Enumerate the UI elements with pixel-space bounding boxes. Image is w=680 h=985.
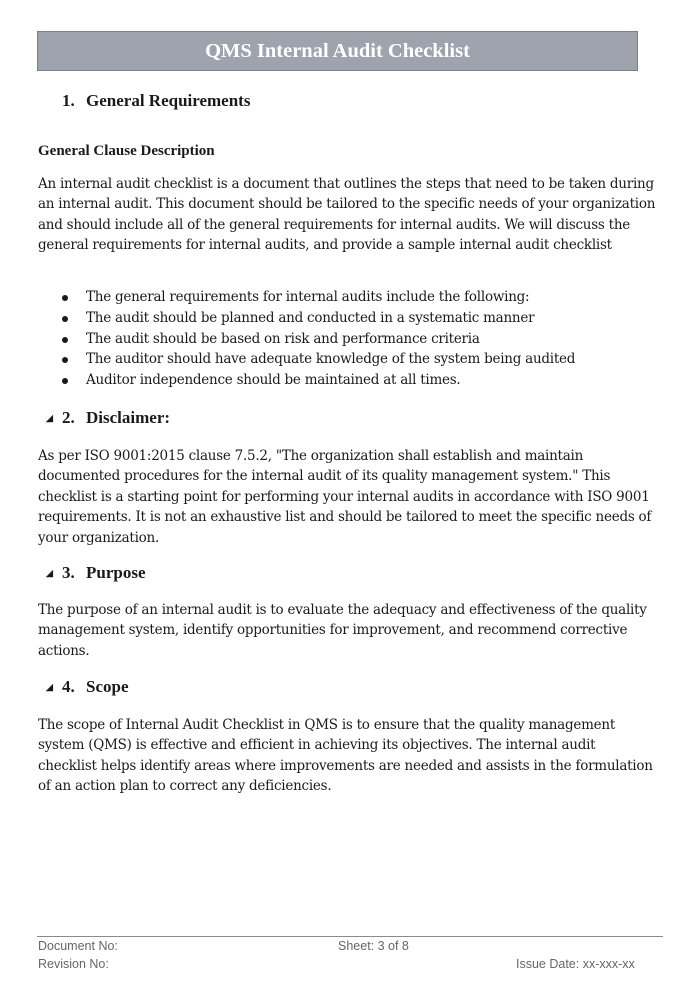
section-title: Purpose — [86, 563, 146, 582]
document-title-bar — [37, 31, 638, 71]
disclaimer-paragraph: As per ISO 9001:2015 clause 7.5.2, "The organization shall establish and maintain documented procedures for the internal audit of its quality management system." This checklist is a starting point for performing your internal audits in accordance with ISO 9001 requirements. It is not an exhaustive list and should be tailored to meet the specific needs of your organization. — [38, 448, 652, 546]
list-item: The audit should be based on risk and performance criteria — [38, 329, 575, 350]
list-item: The audit should be planned and conducted in a systematic manner — [38, 308, 575, 329]
list-item: The auditor should have adequate knowledge of the system being audited — [38, 349, 575, 370]
section-number: 3. — [62, 563, 75, 582]
section-number: 2. — [62, 408, 75, 427]
section-heading-disclaimer[interactable] — [46, 408, 170, 428]
footer-revision-no: Revision No: — [38, 957, 109, 971]
footer-document-no: Document No: — [38, 939, 118, 953]
section-heading-purpose[interactable] — [46, 563, 146, 583]
section-heading-general-requirements — [62, 91, 250, 111]
subheading-general-clause: General Clause Description — [38, 143, 215, 159]
section-number: 1. — [62, 91, 75, 110]
general-intro-paragraph: An internal audit checklist is a document that outlines the steps that need to be taken during an internal audit. This document should be tailored to the specific needs of your organization and should include all of the general requirements for internal audits. We will discuss the general requirements for internal audits, and provide a sample internal audit checklist — [38, 176, 656, 254]
section-heading-scope[interactable] — [46, 677, 129, 697]
footer-issue-date: Issue Date: xx-xxx-xx — [516, 957, 635, 971]
section-title: Scope — [86, 677, 129, 696]
footer-sheet: Sheet: 3 of 8 — [338, 939, 409, 953]
list-item: The general requirements for internal audits include the following: — [38, 287, 575, 308]
list-item: Auditor independence should be maintained at all times. — [38, 370, 575, 391]
section-number: 4. — [62, 677, 75, 696]
collapse-triangle-icon[interactable]: ◢ — [46, 681, 53, 692]
general-requirements-list — [38, 287, 575, 391]
scope-paragraph: The scope of Internal Audit Checklist in QMS is to ensure that the quality management system (QMS) is effective and efficient in achieving its objectives. The internal audit checklist helps identify areas where improvements are needed and assists in the formulation of an action plan to correct any deficiencies. — [38, 717, 653, 795]
section-title: Disclaimer: — [86, 408, 171, 427]
collapse-triangle-icon[interactable]: ◢ — [46, 567, 53, 578]
section-title: General Requirements — [86, 91, 251, 110]
footer-divider — [37, 936, 663, 937]
collapse-triangle-icon[interactable]: ◢ — [46, 412, 53, 423]
document-title: QMS Internal Audit Checklist — [205, 39, 470, 62]
purpose-paragraph: The purpose of an internal audit is to evaluate the adequacy and effectiveness of the quality management system, identify opportunities for improvement, and recommend corrective actions. — [38, 602, 647, 659]
